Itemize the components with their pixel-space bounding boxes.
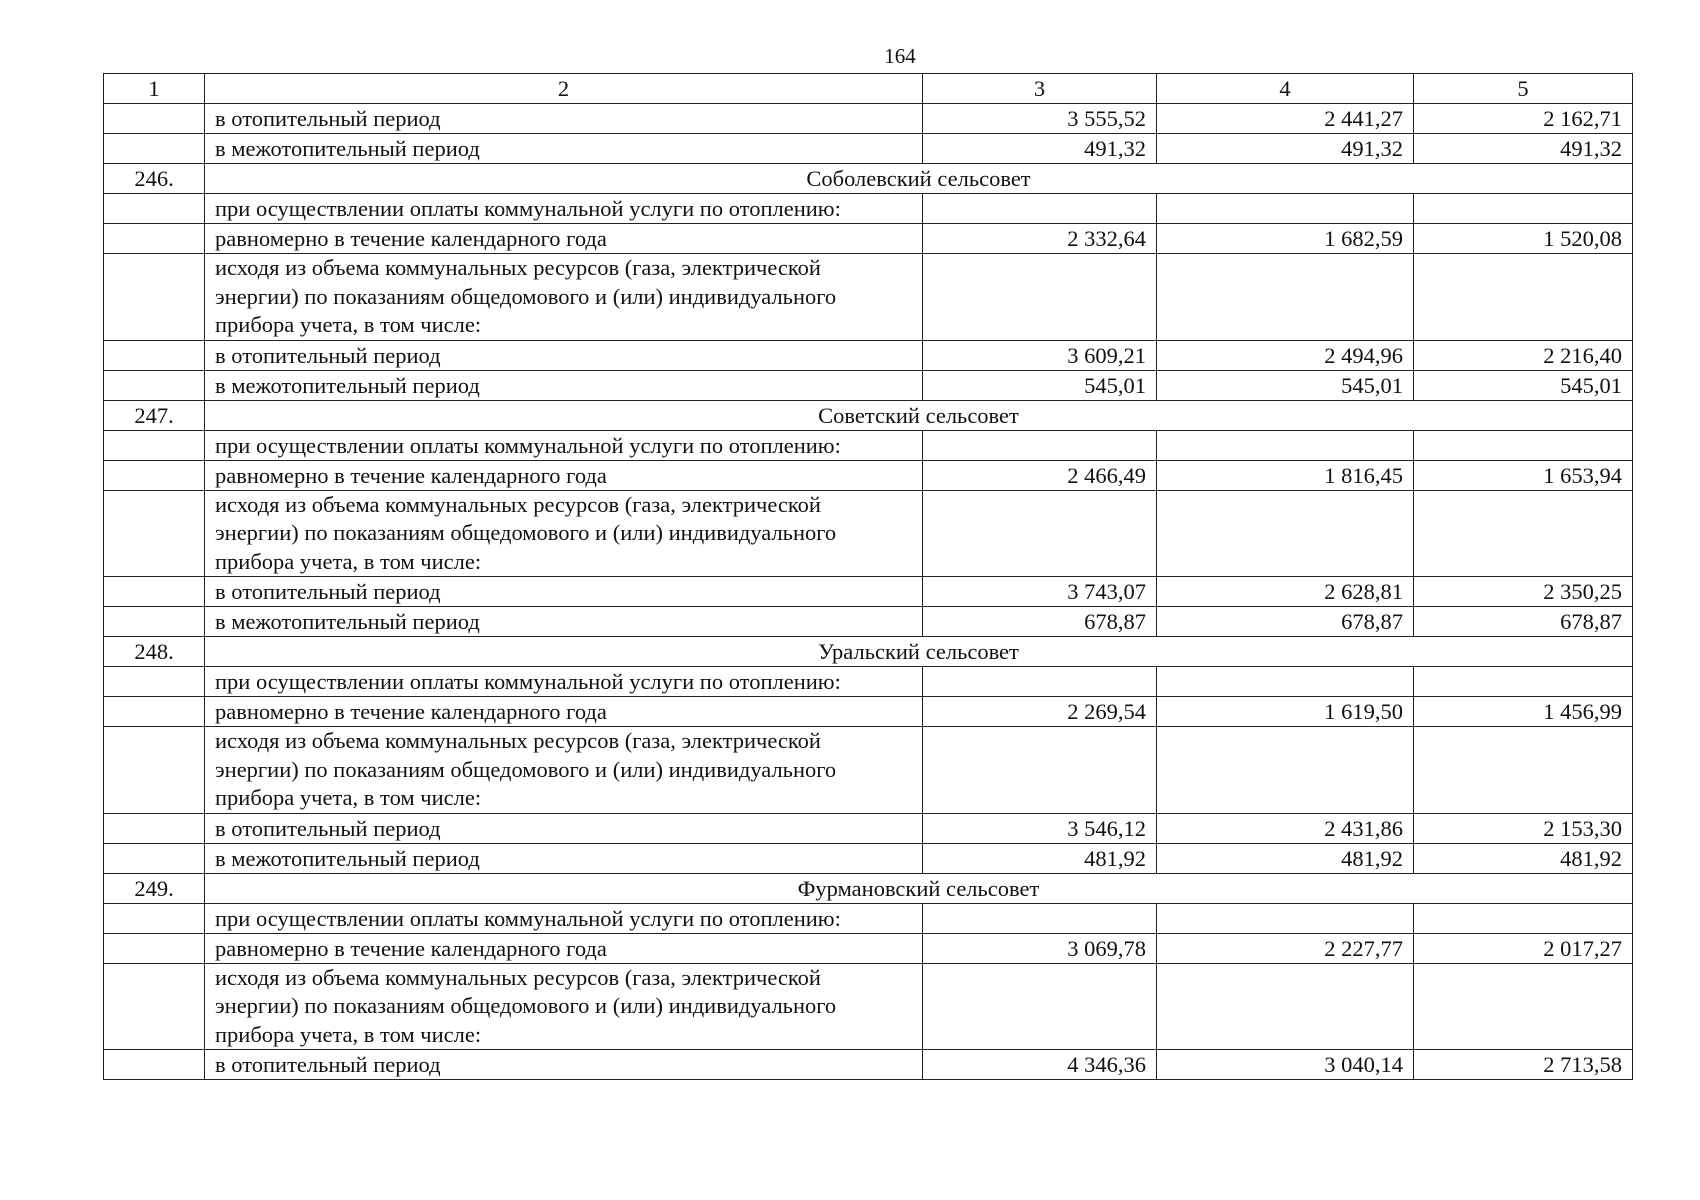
table-row [104,813,1633,843]
value-col-4: 2 494,96 [1157,340,1414,370]
section-title: Уральский сельсовет [205,637,1633,667]
value-col-4 [1157,667,1414,697]
value-col-5 [1414,667,1633,697]
row-description-line: прибора учета, в том числе: [215,1021,482,1047]
row-description: равномерно в течение календарного года [205,224,923,254]
row-description: в отопительный период [205,1050,923,1080]
row-description: равномерно в течение календарного года [205,933,923,963]
row-number [104,963,205,1050]
value-col-3: 3 609,21 [923,340,1157,370]
table-row [104,460,1633,490]
value-col-5: 481,92 [1414,843,1633,873]
value-col-4: 1 619,50 [1157,697,1414,727]
table-row [104,667,1633,697]
row-description: в отопительный период [205,813,923,843]
row-description: в межотопительный период [205,607,923,637]
row-number [104,1050,205,1080]
column-number: 4 [1157,74,1414,104]
row-description [205,490,923,577]
table-row [104,430,1633,460]
value-col-5 [1414,903,1633,933]
value-col-5 [1414,727,1633,814]
value-col-3 [923,667,1157,697]
section-title: Соболевский сельсовет [205,164,1633,194]
value-col-4 [1157,727,1414,814]
table-row [104,963,1633,1050]
row-description: в отопительный период [205,340,923,370]
row-number [104,577,205,607]
value-col-5: 2 713,58 [1414,1050,1633,1080]
table-row [104,607,1633,637]
section-row [104,400,1633,430]
value-col-4: 1 816,45 [1157,460,1414,490]
row-number [104,933,205,963]
section-row [104,637,1633,667]
value-col-4 [1157,254,1414,341]
row-description: в межотопительный период [205,134,923,164]
column-number-row [104,74,1633,104]
row-number [104,254,205,341]
row-description: в межотопительный период [205,370,923,400]
value-col-5: 2 153,30 [1414,813,1633,843]
page-number: 164 [884,44,916,68]
row-description [205,963,923,1050]
row-number [104,727,205,814]
section-row [104,164,1633,194]
value-col-3: 2 269,54 [923,697,1157,727]
value-col-5: 2 216,40 [1414,340,1633,370]
value-col-5: 2 350,25 [1414,577,1633,607]
value-col-5: 2 162,71 [1414,104,1633,134]
value-col-4: 2 227,77 [1157,933,1414,963]
value-col-4 [1157,194,1414,224]
value-col-4: 2 431,86 [1157,813,1414,843]
value-col-3: 2 466,49 [923,460,1157,490]
value-col-4: 1 682,59 [1157,224,1414,254]
row-number [104,843,205,873]
row-number [104,667,205,697]
section-title: Советский сельсовет [205,400,1633,430]
row-number [104,607,205,637]
value-col-4: 2 628,81 [1157,577,1414,607]
row-description-line: прибора учета, в том числе: [215,785,482,810]
row-number [104,104,205,134]
row-description: в межотопительный период [205,843,923,873]
row-number [104,490,205,577]
row-number [104,370,205,400]
row-number: 248. [104,637,205,667]
value-col-5 [1414,963,1633,1050]
value-col-5: 1 653,94 [1414,460,1633,490]
value-col-3 [923,430,1157,460]
value-col-5: 545,01 [1414,370,1633,400]
tariff-table-body [104,74,1633,1080]
table-row [104,104,1633,134]
row-number: 247. [104,400,205,430]
column-number: 5 [1414,74,1633,104]
row-description-line: энергии) по показаниям общедомового и (или) индивидуального [215,993,837,1018]
row-description-line: прибора учета, в том числе: [215,548,482,574]
row-description: при осуществлении оплаты коммунальной услуги по отоплению: [205,903,923,933]
row-number [104,903,205,933]
row-description-line: энергии) по показаниям общедомового и (или) индивидуального [215,283,837,309]
value-col-5 [1414,490,1633,577]
value-col-4: 3 040,14 [1157,1050,1414,1080]
row-number [104,224,205,254]
table-row [104,727,1633,814]
value-col-3 [923,903,1157,933]
value-col-4: 481,92 [1157,843,1414,873]
value-col-5 [1414,430,1633,460]
row-number: 249. [104,873,205,903]
value-col-3: 3 546,12 [923,813,1157,843]
row-description: в отопительный период [205,104,923,134]
row-description: равномерно в течение календарного года [205,697,923,727]
table-row [104,1050,1633,1080]
row-number [104,340,205,370]
table-row [104,254,1633,341]
value-col-5 [1414,254,1633,341]
value-col-3: 545,01 [923,370,1157,400]
row-description-line: исходя из объема коммунальных ресурсов (газа, электрической [215,255,821,280]
table-row [104,577,1633,607]
value-col-4 [1157,903,1414,933]
table-row [104,194,1633,224]
column-number: 2 [205,74,923,104]
value-col-3: 3 069,78 [923,933,1157,963]
value-col-4: 2 441,27 [1157,104,1414,134]
section-row [104,873,1633,903]
value-col-3: 481,92 [923,843,1157,873]
table-row [104,697,1633,727]
column-number: 1 [104,74,205,104]
row-number [104,813,205,843]
value-col-3: 491,32 [923,134,1157,164]
value-col-5: 1 456,99 [1414,697,1633,727]
value-col-4: 491,32 [1157,134,1414,164]
tariff-table [103,73,1633,1080]
row-description: равномерно в течение календарного года [205,460,923,490]
table-row [104,903,1633,933]
table-row [104,134,1633,164]
row-description: при осуществлении оплаты коммунальной услуги по отоплению: [205,667,923,697]
row-description [205,254,923,341]
value-col-3 [923,963,1157,1050]
row-number [104,460,205,490]
row-description: при осуществлении оплаты коммунальной услуги по отоплению: [205,430,923,460]
value-col-3 [923,194,1157,224]
column-number: 3 [923,74,1157,104]
value-col-3: 678,87 [923,607,1157,637]
row-description-line: исходя из объема коммунальных ресурсов (газа, электрической [215,728,821,753]
value-col-5: 2 017,27 [1414,933,1633,963]
table-row [104,843,1633,873]
value-col-5: 491,32 [1414,134,1633,164]
row-description: при осуществлении оплаты коммунальной услуги по отоплению: [205,194,923,224]
value-col-4 [1157,963,1414,1050]
row-description-line: исходя из объема коммунальных ресурсов (газа, электрической [215,964,821,990]
value-col-5: 1 520,08 [1414,224,1633,254]
value-col-3: 4 346,36 [923,1050,1157,1080]
table-row [104,490,1633,577]
row-description-line: прибора учета, в том числе: [215,312,482,337]
section-title: Фурмановский сельсовет [205,873,1633,903]
value-col-3 [923,490,1157,577]
value-col-3 [923,727,1157,814]
row-number [104,697,205,727]
table-row [104,224,1633,254]
row-description [205,727,923,814]
row-description-line: энергии) по показаниям общедомового и (или) индивидуального [215,756,837,782]
value-col-3: 2 332,64 [923,224,1157,254]
row-number: 246. [104,164,205,194]
value-col-3: 3 743,07 [923,577,1157,607]
table-row [104,933,1633,963]
table-row [104,370,1633,400]
value-col-5 [1414,194,1633,224]
value-col-4 [1157,430,1414,460]
row-number [104,430,205,460]
row-number [104,134,205,164]
row-description: в отопительный период [205,577,923,607]
value-col-5: 678,87 [1414,607,1633,637]
value-col-3: 3 555,52 [923,104,1157,134]
value-col-4: 545,01 [1157,370,1414,400]
value-col-3 [923,254,1157,341]
row-description-line: энергии) по показаниям общедомового и (или) индивидуального [215,520,837,545]
value-col-4 [1157,490,1414,577]
row-description-line: исходя из объема коммунальных ресурсов (газа, электрической [215,491,821,517]
value-col-4: 678,87 [1157,607,1414,637]
table-row [104,340,1633,370]
row-number [104,194,205,224]
